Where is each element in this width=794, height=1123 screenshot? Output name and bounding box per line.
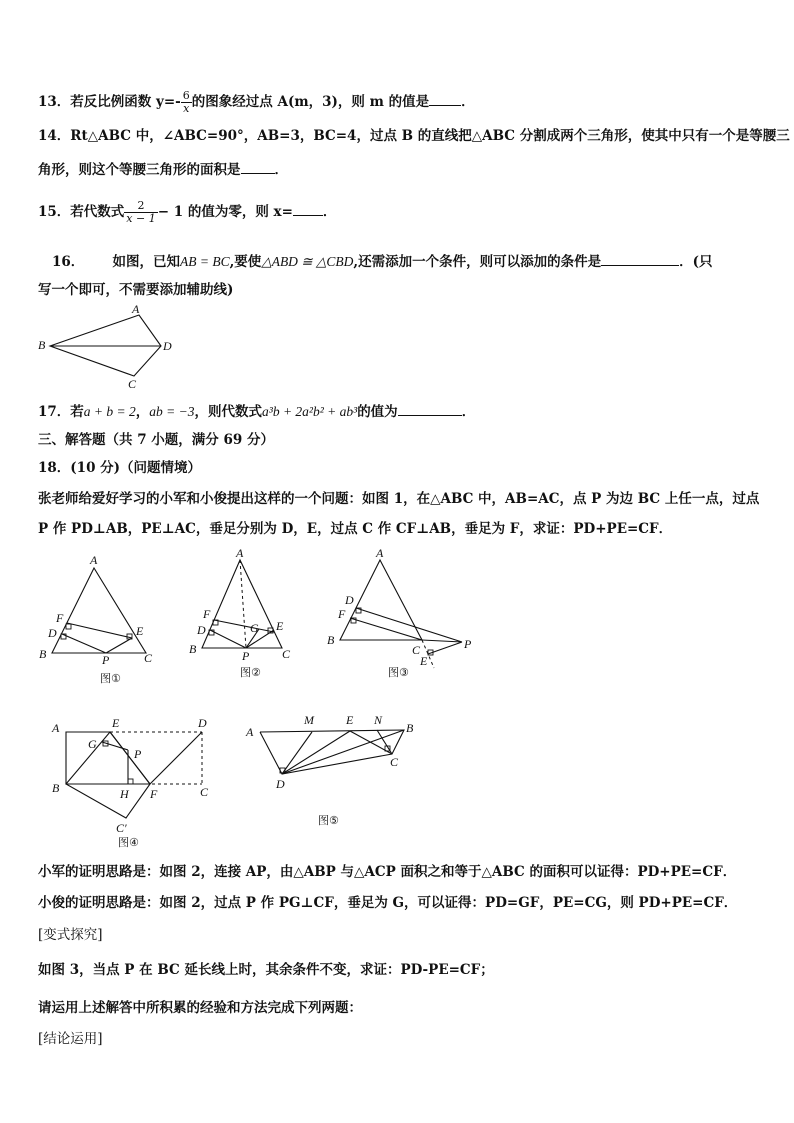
- ec-line: [350, 731, 392, 754]
- fig-label: C′: [116, 821, 127, 835]
- section-title: 三、解答题（共 7 小题，满分 69 分）: [38, 432, 274, 448]
- fig-label: C: [200, 785, 209, 799]
- answer-blank[interactable]: [241, 159, 275, 174]
- figure-3: [324, 546, 484, 690]
- fig-label: B: [52, 781, 60, 795]
- outer-shape: [260, 730, 404, 774]
- fig-label: E: [420, 654, 428, 668]
- variant-title: [变式探究]: [38, 927, 103, 943]
- fig-label: B: [39, 647, 47, 661]
- triangle-abc: [52, 568, 146, 653]
- xiaojun-approach: 小军的证明思路是：如图 2，连接 AP，由△ABP 与△ACP 面积之和等于△ABC 的面积可以证得：PD+PE=CF．: [38, 864, 737, 880]
- cf-line: [350, 618, 422, 640]
- fig-label: C: [144, 651, 153, 665]
- fig-label: A: [90, 553, 98, 567]
- caption-fig-4: 图④: [118, 836, 139, 849]
- fig-label: H: [120, 787, 129, 801]
- right-angle-mark: [128, 779, 133, 784]
- fig-label: N: [374, 713, 383, 727]
- fig-label: P: [102, 653, 110, 667]
- ef-line: [110, 732, 150, 784]
- label-c: C: [128, 377, 137, 391]
- pd-line: [62, 634, 106, 653]
- fig-label: A: [236, 546, 244, 560]
- question-15: 15．若代数式 $\frac{2}{x - 1}$ − 1 的值为零，则 x= ．: [38, 199, 337, 225]
- fig-label: D: [276, 777, 285, 791]
- fig-label: F: [338, 607, 346, 621]
- question-14-line-1: 14．Rt△ABC 中，∠ABC=90°，AB=3，BC=4，过点 B 的直线把△ABC 分割成两个三角形，使其中只有一个是等腰三: [38, 128, 790, 144]
- fig-label: E: [276, 619, 284, 633]
- caption-fig-3: 图③: [388, 666, 409, 679]
- answer-blank[interactable]: [398, 401, 462, 416]
- caption-fig-5: 图⑤: [318, 814, 339, 827]
- q18-problem-line-1: 张老师给爱好学习的小军和小俊提出这样的一个问题：如图 1，在△ABC 中，AB=AC，点 P 为边 BC 上任一点，过点: [38, 491, 760, 507]
- fig-label: P: [242, 649, 250, 663]
- fig-label: D: [197, 623, 206, 637]
- answer-blank[interactable]: [293, 201, 323, 216]
- db-line: [282, 730, 404, 774]
- answer-blank[interactable]: [429, 91, 461, 106]
- figure-1: [36, 550, 166, 690]
- pd-line: [210, 630, 246, 648]
- fig-label: F: [150, 787, 158, 801]
- fig-label: E: [346, 713, 354, 727]
- caption-fig-1: 图①: [100, 672, 121, 685]
- question-13: 13．若反比例函数 y=- $\frac{6}{x}$ 的图象经过点 A(m，3)，则 m 的值是 ．: [38, 89, 475, 115]
- right-angle-mark: [66, 624, 71, 629]
- fraction: $\frac{2}{x - 1}$: [126, 199, 156, 225]
- fraction: $\frac{6}{x}$: [182, 89, 190, 115]
- figure-2: [186, 546, 316, 690]
- label-d: D: [163, 339, 172, 353]
- caption-fig-2: 图②: [240, 666, 261, 679]
- fig-label: E: [112, 716, 120, 730]
- label-a: A: [132, 302, 140, 316]
- figure-q16: [36, 300, 186, 392]
- dm-line: [282, 732, 312, 774]
- fig-label: F: [56, 611, 64, 625]
- fig-label: A: [376, 546, 384, 560]
- xiaojun-approach-2: 小俊的证明思路是：如图 2，过点 P 作 PG⊥CF，垂足为 G，可以证得：PD=GF，PE=CG，则 PD+PE=CF．: [38, 895, 738, 911]
- label-b: B: [38, 338, 46, 352]
- question-16-line-1: 16． 如图，已知AB = BC,要使△ABD ≅ △CBD,还需添加一个条件，则可以添加的条件是 ．(只: [52, 251, 712, 271]
- q18-problem-line-2: P 作 PD⊥AB，PE⊥AC，垂足分别为 D，E，过点 C 作 CF⊥AB，垂足为 F，求证：PD+PE=CF．: [38, 521, 673, 537]
- fig-label: E: [136, 624, 144, 638]
- answer-blank[interactable]: [601, 251, 679, 266]
- fig-label: A: [52, 721, 60, 735]
- fig-label: P: [134, 747, 142, 761]
- fig-label: B: [406, 721, 414, 735]
- question-18-header: 18．(10 分)（问题情境）: [38, 460, 202, 476]
- cf-line: [67, 623, 132, 638]
- question-16-line-2: 写一个即可，不需要添加辅助线): [38, 282, 234, 298]
- fig-label: D: [48, 626, 57, 640]
- fig-label: G: [88, 737, 97, 751]
- figure-4: [46, 710, 226, 850]
- fig-label: B: [327, 633, 335, 647]
- fig-label: C: [390, 755, 399, 769]
- fig-label: D: [345, 593, 354, 607]
- ap-line: [240, 560, 246, 648]
- question-14-line-2: 角形，则这个等腰三角形的面积是 ．: [38, 159, 288, 179]
- fig-label: M: [304, 713, 314, 727]
- fig-label: A: [246, 725, 254, 739]
- fig-label: B: [189, 642, 197, 656]
- fig-label: G: [250, 621, 259, 635]
- conclusion-title: [结论运用]: [38, 1031, 103, 1047]
- apply-text: 请运用上述解答中所积累的经验和方法完成下列两题：: [38, 1000, 362, 1016]
- fig-label: C: [282, 647, 291, 661]
- pe-line: [106, 638, 132, 653]
- fig-label: D: [198, 716, 207, 730]
- question-17: 17．若a + b = 2，ab = −3，则代数式a³b + 2a²b² + ab³的值为 ．: [38, 401, 475, 421]
- variant-text: 如图 3，当点 P 在 BC 延长线上时，其余条件不变，求证：PD-PE=CF；: [38, 962, 494, 978]
- figure-5: [242, 708, 432, 838]
- fd-line: [150, 732, 202, 784]
- fig-label: C: [412, 643, 421, 657]
- fig-label: F: [203, 607, 211, 621]
- fig-label: P: [464, 637, 472, 651]
